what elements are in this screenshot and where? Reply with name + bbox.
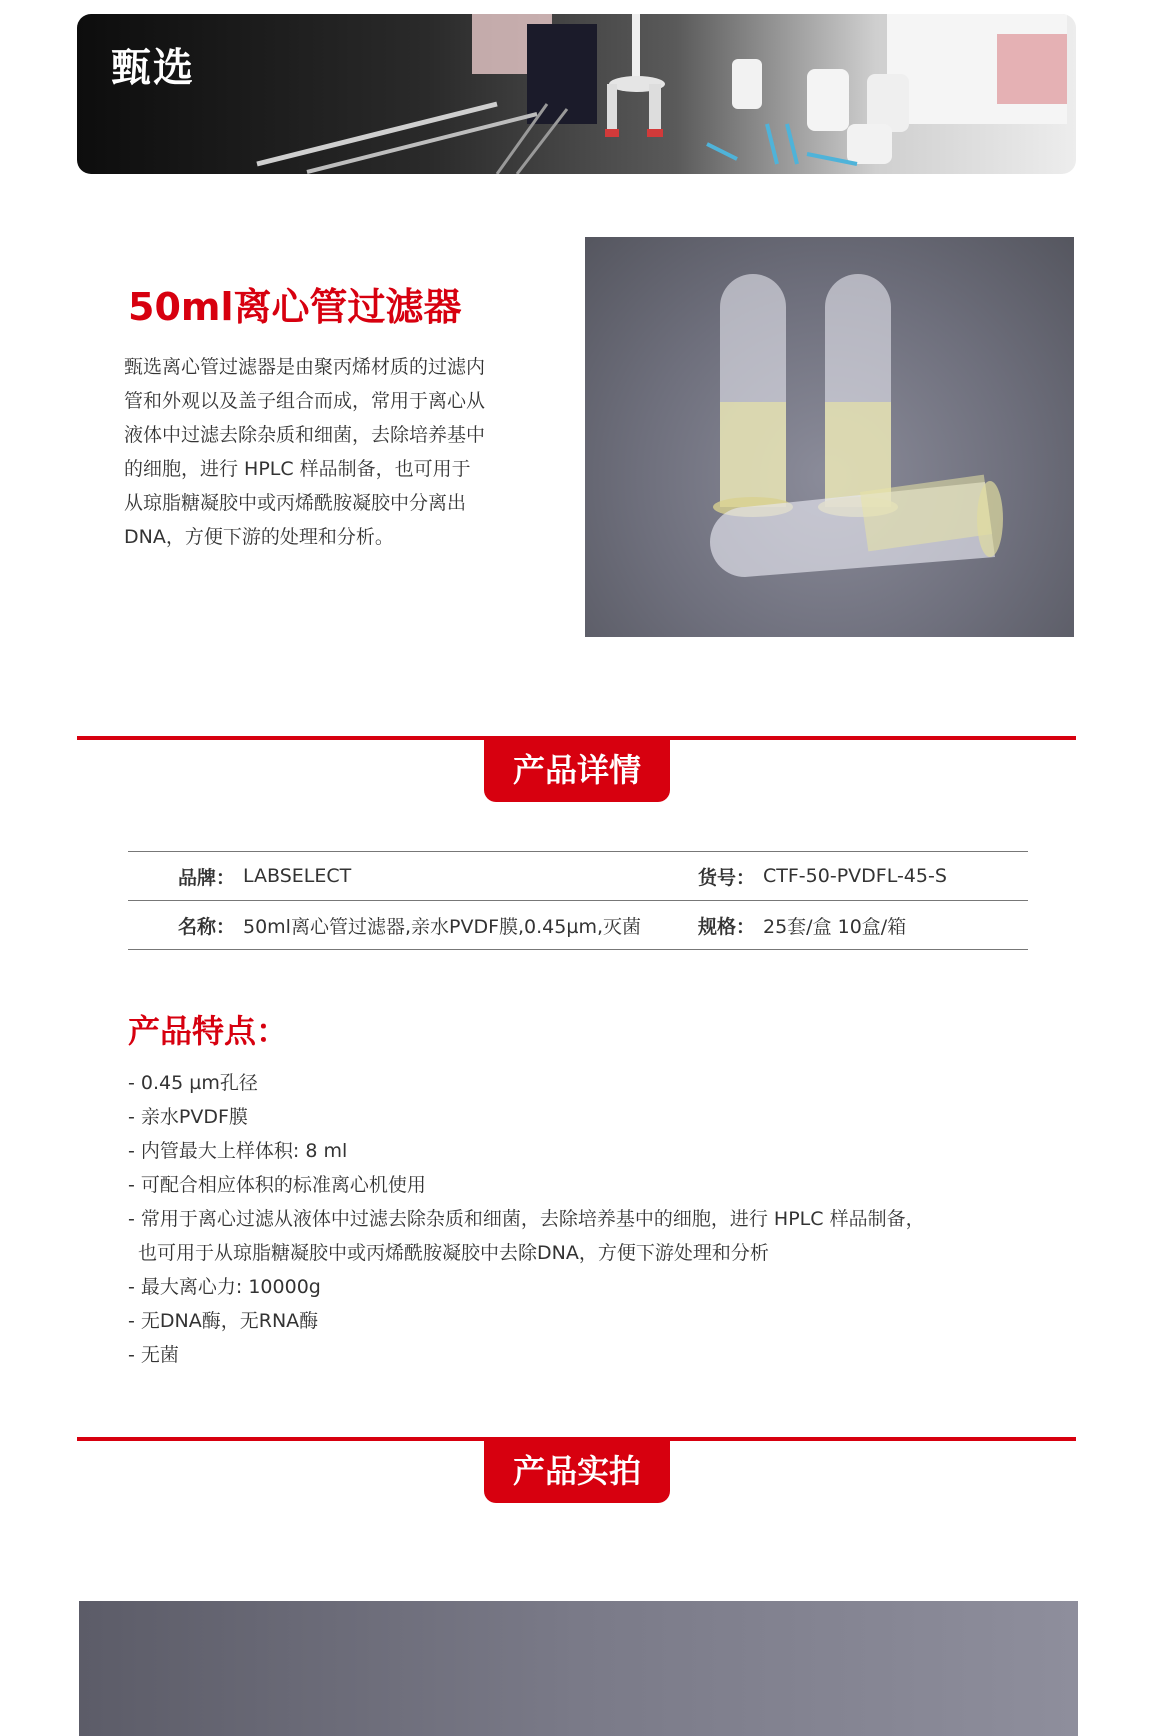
brand-label: 品牌：	[128, 852, 243, 901]
feature-item: - 无菌	[128, 1344, 179, 1366]
feature-item-continuation: 也可用于从琼脂糖凝胶中或丙烯酰胺凝胶中去除DNA，方便下游处理和分析	[138, 1242, 769, 1264]
name-value: 50ml离心管过滤器,亲水PVDF膜,0.45µm,灭菌	[243, 901, 648, 950]
name-label: 名称：	[128, 901, 243, 950]
feature-item: - 可配合相应体积的标准离心机使用	[128, 1174, 426, 1196]
section-heading-photos: 产品实拍	[484, 1441, 670, 1503]
brand-value: LABSELECT	[243, 852, 648, 901]
banner-product-illustration	[77, 14, 1076, 174]
product-title: 50ml离心管过滤器	[128, 285, 462, 329]
spec-value: 25套/盒 10盒/箱	[763, 901, 1028, 950]
table-row	[128, 852, 1028, 901]
product-detail-table	[128, 851, 1028, 950]
feature-item: - 亲水PVDF膜	[128, 1106, 248, 1128]
features-title: 产品特点：	[128, 1012, 289, 1050]
item-number-label: 货号：	[648, 852, 763, 901]
section-heading-details: 产品详情	[484, 740, 670, 802]
item-number-value: CTF-50-PVDFL-45-S	[763, 852, 1028, 901]
feature-item: - 内管最大上样体积: 8 ml	[128, 1140, 348, 1162]
product-description: 甄选离心管过滤器是由聚丙烯材质的过滤内管和外观以及盖子组合而成，常用于离心从液体中过滤去除杂质和细菌，去除培养基中的细胞，进行 HPLC 样品制备，也可用于从琼脂糖凝胶中或丙烯酰胺凝胶中分离出DNA，方便下游的处理和分析。	[124, 356, 486, 548]
features-list	[128, 1066, 1008, 1372]
feature-item: - 无DNA酶，无RNA酶	[128, 1310, 319, 1332]
centrifuge-tube-filter-illustration	[585, 237, 1074, 637]
spec-label: 规格：	[648, 901, 763, 950]
feature-item: - 常用于离心过滤从液体中过滤去除杂质和细菌，去除培养基中的细胞，进行 HPLC 样品制备，	[128, 1208, 925, 1230]
product-real-photo	[79, 1601, 1078, 1736]
table-row	[128, 901, 1028, 950]
top-banner	[77, 14, 1076, 174]
feature-item: - 最大离心力: 10000g	[128, 1276, 321, 1298]
feature-item: - 0.45 µm孔径	[128, 1072, 258, 1094]
brand-logo-text: 甄选	[111, 45, 195, 91]
product-photo	[585, 237, 1074, 637]
